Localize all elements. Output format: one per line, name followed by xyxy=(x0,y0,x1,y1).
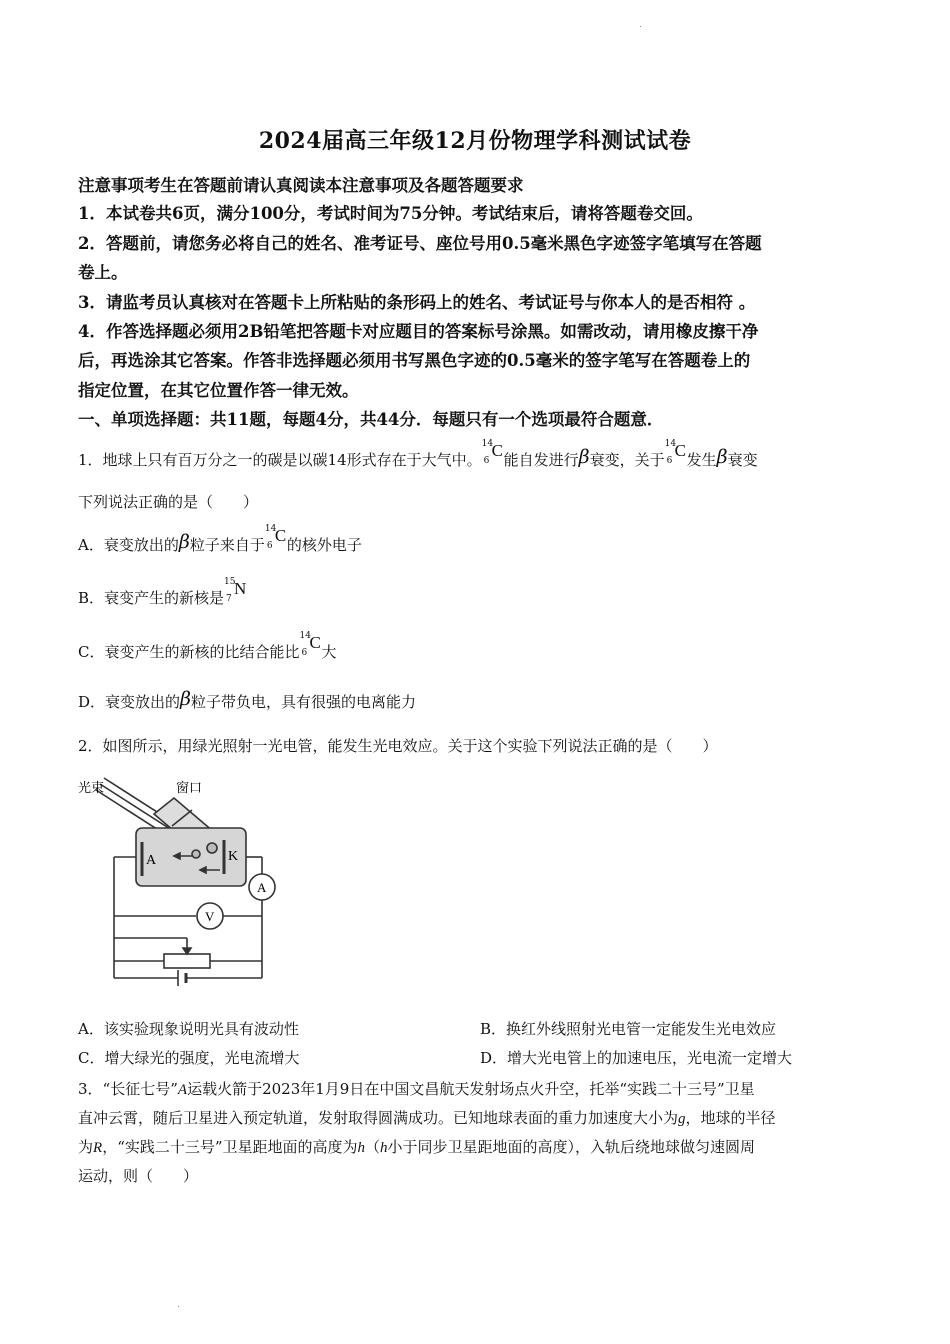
c14-nuclide: 14 6 C xyxy=(664,439,686,466)
beta-symbol: β xyxy=(180,688,192,710)
q1-option-b: B．衰变产生的新核是 15 7 N xyxy=(78,577,247,607)
section-heading: 一、单项选择题：共11题，每题4分，共44分．每题只有一个选项最符合题意． xyxy=(78,410,664,429)
q2-stem: 2．如图所示，用绿光照射一光电管，能发生光电效应。关于这个实验下列说法正确的是（ ） xyxy=(78,737,718,755)
q3-stem: 3．“长征七号”A运载火箭于2023年1月9日在中国文昌航天发射场点火升空，托举“实践二十三号”卫星 xyxy=(78,1080,755,1098)
c14-nuclide: 14 6 C xyxy=(299,631,321,658)
c14-nuclide: 14 6 C xyxy=(264,524,287,551)
beta-symbol: β xyxy=(578,446,590,468)
label-window: 窗口 xyxy=(176,781,203,796)
notice-item-4-cont: 后，再选涂其它答案。作答非选择题必须用书写黑色字迹的0.5毫米的签字笔写在答题卷上的 xyxy=(78,351,751,370)
scan-speck xyxy=(178,1306,179,1307)
label-beam: 光束 xyxy=(78,781,105,796)
label-cathode: K xyxy=(228,849,239,864)
photoelectric-circuit-diagram xyxy=(74,770,294,1010)
q3-stem-line3: 为R，“实践二十三号”卫星距地面的高度为h（h小于同步卫星距地面的高度），入轨后绕地球做匀速圆周 xyxy=(78,1138,756,1156)
q1-stem-cont: 下列说法正确的是（ ） xyxy=(78,493,259,511)
q3-stem-line2: 直冲云霄，随后卫星进入预定轨道，发射取得圆满成功。已知地球表面的重力加速度大小为g，地球的半径 xyxy=(78,1109,776,1127)
q1-option-d: D．衰变放出的β粒子带负电，具有很强的电离能力 xyxy=(78,688,417,711)
q2-option-c: C．增大绿光的强度，光电流增大 xyxy=(78,1049,300,1067)
q1-option-a: A．衰变放出的β粒子来自于 14 6 C 的核外电子 xyxy=(78,524,362,554)
label-voltmeter: V xyxy=(205,909,215,924)
electron xyxy=(192,850,200,858)
q2-option-d: D．增大光电管上的加速电压，光电流一定增大 xyxy=(480,1049,793,1067)
q1-option-c: C．衰变产生的新核的比结合能比 14 6 C 大 xyxy=(78,631,337,661)
page-title: 2024届高三年级12月份物理学科测试试卷 xyxy=(258,128,692,154)
rheostat xyxy=(164,954,210,968)
c14-nuclide: 14 6 C xyxy=(481,439,503,466)
q1-stem: 1．地球上只有百万分之一的碳是以碳14形式存在于大气中。 14 6 C 能自发进行β衰变，关于 14 6 C 发生β衰变 xyxy=(78,439,758,469)
q2-option-b: B．换红外线照射光电管一定能发生光电效应 xyxy=(480,1020,777,1038)
electron xyxy=(207,843,217,853)
notice-item-2: 2．答题前，请您务必将自己的姓名、准考证号、座位号用0.5毫米黑色字迹签字笔填写在答题 xyxy=(78,234,762,253)
q3-stem-line4: 运动，则（ ） xyxy=(78,1167,199,1185)
n15-nuclide: 15 7 N xyxy=(224,577,247,604)
scan-speck xyxy=(640,26,641,27)
beta-symbol: β xyxy=(716,446,728,468)
notice-item-4-cont2: 指定位置，在其它位置作答一律无效。 xyxy=(78,381,359,400)
notice-item-3: 3．请监考员认真核对在答题卡上所粘贴的条形码上的姓名、考试证号与你本人的是否相符 。 xyxy=(78,293,756,312)
arrowhead xyxy=(183,948,191,954)
notice-item-2-cont: 卷上。 xyxy=(78,263,128,282)
q2-option-a: A．该实验现象说明光具有波动性 xyxy=(78,1020,299,1038)
notice-item-1: 1．本试卷共6页，满分100分，考试时间为75分钟。考试结束后，请将答题卷交回。 xyxy=(78,204,703,223)
notice-item-4: 4．作答选择题必须用2B铅笔把答题卡对应题目的答案标号涂黑。如需改动，请用橡皮擦干净 xyxy=(78,322,759,341)
notice-header: 注意事项考生在答题前请认真阅读本注意事项及各题答题要求 xyxy=(78,176,524,195)
label-ammeter: A xyxy=(257,880,267,895)
label-anode: A xyxy=(146,853,157,868)
beta-symbol: β xyxy=(178,531,190,553)
